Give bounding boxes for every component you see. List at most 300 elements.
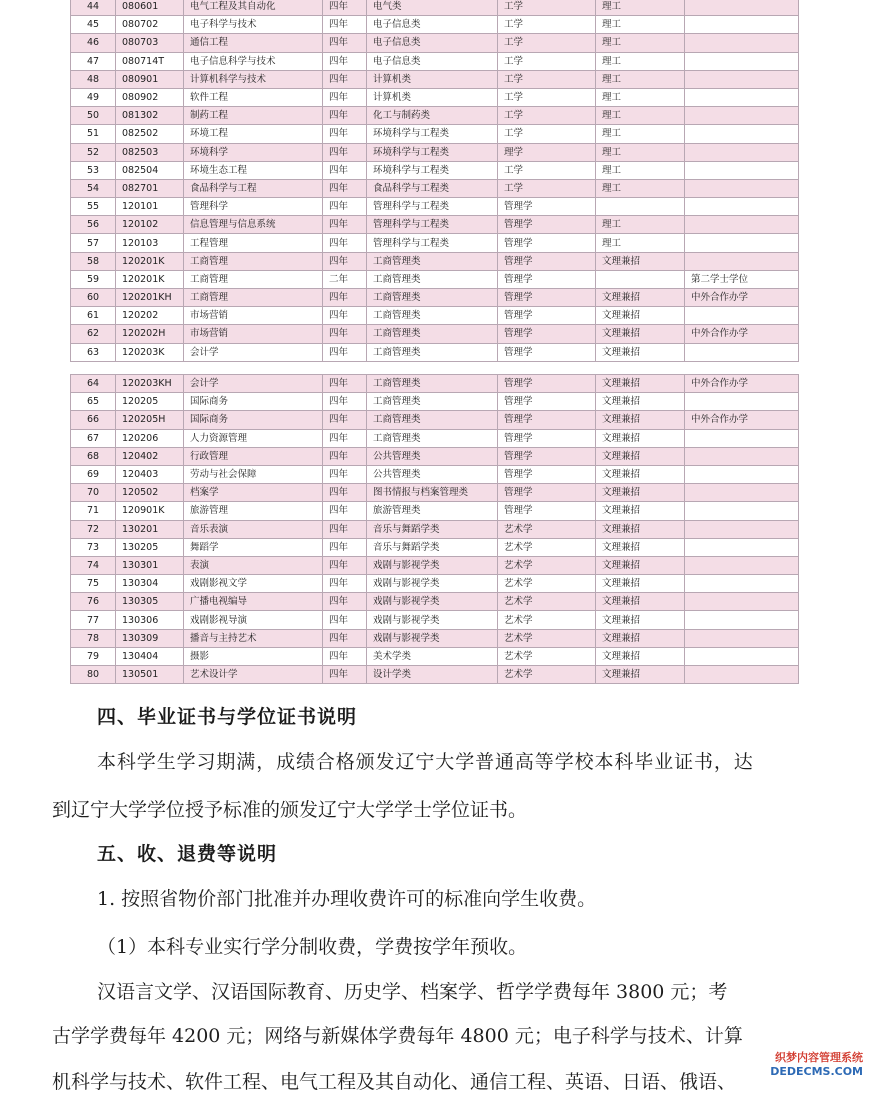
cell-admission-type: 理工 <box>596 34 685 52</box>
cell-major-code: 130205 <box>116 538 184 556</box>
majors-table-part-1 <box>70 0 799 362</box>
cell-major-name: 舞蹈学 <box>184 538 323 556</box>
cell-degree-type: 管理学 <box>498 429 596 447</box>
cell-major-code: 120102 <box>116 216 184 234</box>
cell-duration: 四年 <box>323 629 367 647</box>
cell-row-number: 78 <box>71 629 116 647</box>
cell-duration: 四年 <box>323 0 367 16</box>
cell-remark <box>685 343 799 361</box>
cell-admission-type: 文理兼招 <box>596 307 685 325</box>
cell-major-name: 国际商务 <box>184 393 323 411</box>
cell-remark: 中外合作办学 <box>685 325 799 343</box>
cell-major-category: 电子信息类 <box>367 52 498 70</box>
cell-row-number: 47 <box>71 52 116 70</box>
cell-admission-type: 文理兼招 <box>596 666 685 684</box>
cell-admission-type: 理工 <box>596 161 685 179</box>
cell-row-number: 62 <box>71 325 116 343</box>
cell-major-code: 082503 <box>116 143 184 161</box>
table-row <box>71 88 799 106</box>
cell-remark <box>685 70 799 88</box>
table-row <box>71 143 799 161</box>
section-5-item-1: 1. 按照省物价部门批准并办理收费许可的标准向学生收费。 <box>97 888 597 910</box>
cell-major-name: 会计学 <box>184 375 323 393</box>
cell-remark <box>685 161 799 179</box>
cell-duration: 四年 <box>323 502 367 520</box>
cell-duration: 四年 <box>323 234 367 252</box>
cell-degree-type: 艺术学 <box>498 629 596 647</box>
section-4-paragraph-line-2: 到辽宁大学学位授予标准的颁发辽宁大学学士学位证书。 <box>52 799 528 821</box>
cell-degree-type: 工学 <box>498 161 596 179</box>
cell-major-name: 市场营销 <box>184 325 323 343</box>
cell-duration: 四年 <box>323 556 367 574</box>
cell-major-code: 130201 <box>116 520 184 538</box>
cell-remark <box>685 465 799 483</box>
cell-major-name: 电子科学与技术 <box>184 16 323 34</box>
cell-major-name: 戏剧影视文学 <box>184 575 323 593</box>
table-row <box>71 34 799 52</box>
section-4-paragraph-line-1: 本科学生学习期满，成绩合格颁发辽宁大学普通高等学校本科毕业证书，达 <box>97 751 754 773</box>
cell-major-name: 艺术设计学 <box>184 666 323 684</box>
cell-admission-type <box>596 198 685 216</box>
table-row <box>71 538 799 556</box>
cell-row-number: 58 <box>71 252 116 270</box>
cell-admission-type: 文理兼招 <box>596 611 685 629</box>
cell-degree-type: 管理学 <box>498 216 596 234</box>
table-row <box>71 0 799 16</box>
cell-row-number: 77 <box>71 611 116 629</box>
cell-major-category: 工商管理类 <box>367 343 498 361</box>
cell-major-name: 环境科学 <box>184 143 323 161</box>
cell-degree-type: 理学 <box>498 143 596 161</box>
cell-admission-type: 理工 <box>596 125 685 143</box>
cell-admission-type: 文理兼招 <box>596 252 685 270</box>
cell-row-number: 71 <box>71 502 116 520</box>
cell-major-name: 国际商务 <box>184 411 323 429</box>
cell-major-name: 播音与主持艺术 <box>184 629 323 647</box>
table-row <box>71 556 799 574</box>
table-row <box>71 411 799 429</box>
cell-major-category: 管理科学与工程类 <box>367 198 498 216</box>
cell-duration: 四年 <box>323 143 367 161</box>
cell-major-code: 120202H <box>116 325 184 343</box>
cell-duration: 四年 <box>323 393 367 411</box>
cell-duration: 四年 <box>323 88 367 106</box>
cell-duration: 四年 <box>323 161 367 179</box>
table-row <box>71 393 799 411</box>
cell-row-number: 68 <box>71 447 116 465</box>
cell-remark <box>685 125 799 143</box>
cell-duration: 四年 <box>323 666 367 684</box>
cell-remark <box>685 143 799 161</box>
cell-degree-type: 工学 <box>498 34 596 52</box>
table-row <box>71 216 799 234</box>
table-row <box>71 520 799 538</box>
table-row <box>71 465 799 483</box>
cell-admission-type: 文理兼招 <box>596 289 685 307</box>
table-row <box>71 343 799 361</box>
table-row <box>71 611 799 629</box>
cell-row-number: 70 <box>71 484 116 502</box>
cell-major-name: 音乐表演 <box>184 520 323 538</box>
cell-major-name: 计算机科学与技术 <box>184 70 323 88</box>
cell-row-number: 80 <box>71 666 116 684</box>
cell-admission-type: 文理兼招 <box>596 343 685 361</box>
cell-duration: 四年 <box>323 289 367 307</box>
cell-major-category: 音乐与舞蹈学类 <box>367 538 498 556</box>
cell-duration: 四年 <box>323 484 367 502</box>
cell-major-code: 120502 <box>116 484 184 502</box>
cell-remark <box>685 538 799 556</box>
cell-degree-type: 管理学 <box>498 343 596 361</box>
cell-major-code: 120205 <box>116 393 184 411</box>
cell-major-name: 食品科学与工程 <box>184 179 323 197</box>
cell-remark <box>685 647 799 665</box>
cell-remark <box>685 447 799 465</box>
cell-major-category: 管理科学与工程类 <box>367 234 498 252</box>
cell-duration: 四年 <box>323 179 367 197</box>
cell-major-category: 环境科学与工程类 <box>367 161 498 179</box>
cell-major-name: 管理科学 <box>184 198 323 216</box>
cell-duration: 四年 <box>323 447 367 465</box>
cell-major-category: 食品科学与工程类 <box>367 179 498 197</box>
cell-major-category: 工商管理类 <box>367 429 498 447</box>
cell-admission-type: 文理兼招 <box>596 375 685 393</box>
cell-admission-type: 文理兼招 <box>596 484 685 502</box>
cell-remark <box>685 234 799 252</box>
cell-row-number: 60 <box>71 289 116 307</box>
cell-degree-type: 管理学 <box>498 393 596 411</box>
cell-major-code: 120206 <box>116 429 184 447</box>
cell-degree-type: 工学 <box>498 70 596 88</box>
cell-admission-type: 文理兼招 <box>596 465 685 483</box>
table-row <box>71 307 799 325</box>
table-row <box>71 575 799 593</box>
cell-major-name: 劳动与社会保障 <box>184 465 323 483</box>
table-row <box>71 252 799 270</box>
cell-degree-type: 艺术学 <box>498 575 596 593</box>
cell-remark <box>685 484 799 502</box>
cell-major-code: 082504 <box>116 161 184 179</box>
cell-admission-type: 文理兼招 <box>596 556 685 574</box>
cell-duration: 二年 <box>323 270 367 288</box>
cell-major-code: 081302 <box>116 107 184 125</box>
cell-degree-type: 艺术学 <box>498 556 596 574</box>
section-4-heading: 四、毕业证书与学位证书说明 <box>97 706 358 728</box>
cell-row-number: 59 <box>71 270 116 288</box>
cell-major-code: 082502 <box>116 125 184 143</box>
cell-duration: 四年 <box>323 575 367 593</box>
cell-remark <box>685 429 799 447</box>
cell-duration: 四年 <box>323 52 367 70</box>
cell-major-code: 080702 <box>116 16 184 34</box>
cell-major-name: 环境工程 <box>184 125 323 143</box>
cell-major-category: 戏剧与影视学类 <box>367 556 498 574</box>
cell-major-name: 会计学 <box>184 343 323 361</box>
cell-remark: 中外合作办学 <box>685 411 799 429</box>
cell-admission-type: 文理兼招 <box>596 575 685 593</box>
cell-row-number: 67 <box>71 429 116 447</box>
cell-duration: 四年 <box>323 16 367 34</box>
cell-duration: 四年 <box>323 107 367 125</box>
cell-row-number: 55 <box>71 198 116 216</box>
cell-major-code: 120103 <box>116 234 184 252</box>
cell-major-name: 环境生态工程 <box>184 161 323 179</box>
cell-admission-type: 理工 <box>596 52 685 70</box>
cell-major-category: 戏剧与影视学类 <box>367 575 498 593</box>
cell-major-name: 旅游管理 <box>184 502 323 520</box>
cell-degree-type: 艺术学 <box>498 611 596 629</box>
cell-major-name: 制药工程 <box>184 107 323 125</box>
cell-row-number: 79 <box>71 647 116 665</box>
section-5-heading: 五、收、退费等说明 <box>97 843 278 865</box>
table-row <box>71 198 799 216</box>
cell-remark <box>685 502 799 520</box>
cell-duration: 四年 <box>323 429 367 447</box>
cell-row-number: 72 <box>71 520 116 538</box>
cell-admission-type: 文理兼招 <box>596 629 685 647</box>
cell-row-number: 44 <box>71 0 116 16</box>
cell-admission-type: 理工 <box>596 88 685 106</box>
cell-degree-type: 管理学 <box>498 502 596 520</box>
cell-major-name: 工商管理 <box>184 270 323 288</box>
cell-remark <box>685 611 799 629</box>
cell-row-number: 46 <box>71 34 116 52</box>
cell-remark <box>685 393 799 411</box>
cell-row-number: 76 <box>71 593 116 611</box>
cell-major-category: 工商管理类 <box>367 393 498 411</box>
cell-admission-type: 理工 <box>596 143 685 161</box>
cell-major-code: 120201K <box>116 270 184 288</box>
cell-duration: 四年 <box>323 343 367 361</box>
cell-duration: 四年 <box>323 125 367 143</box>
cell-admission-type: 理工 <box>596 107 685 125</box>
cell-major-category: 工商管理类 <box>367 270 498 288</box>
cell-duration: 四年 <box>323 465 367 483</box>
cell-major-code: 120203KH <box>116 375 184 393</box>
cell-degree-type: 艺术学 <box>498 666 596 684</box>
table-row <box>71 70 799 88</box>
cell-degree-type: 艺术学 <box>498 538 596 556</box>
cell-remark <box>685 307 799 325</box>
cell-degree-type: 艺术学 <box>498 520 596 538</box>
cell-major-category: 图书情报与档案管理类 <box>367 484 498 502</box>
cell-remark: 中外合作办学 <box>685 289 799 307</box>
cell-degree-type: 工学 <box>498 107 596 125</box>
cell-remark <box>685 198 799 216</box>
cell-row-number: 57 <box>71 234 116 252</box>
table-row <box>71 593 799 611</box>
table-row <box>71 161 799 179</box>
cell-degree-type: 管理学 <box>498 465 596 483</box>
cell-major-category: 计算机类 <box>367 88 498 106</box>
cell-degree-type: 管理学 <box>498 198 596 216</box>
cell-major-code: 130306 <box>116 611 184 629</box>
cell-degree-type: 工学 <box>498 125 596 143</box>
cell-row-number: 61 <box>71 307 116 325</box>
cell-admission-type: 理工 <box>596 216 685 234</box>
cell-degree-type: 艺术学 <box>498 647 596 665</box>
watermark-text-line-1: 织梦内容管理系统 <box>775 1051 863 1064</box>
table-row <box>71 647 799 665</box>
cell-major-name: 通信工程 <box>184 34 323 52</box>
table-row <box>71 502 799 520</box>
cell-major-name: 软件工程 <box>184 88 323 106</box>
section-5-item-1-1: （1）本科专业实行学分制收费，学费按学年预收。 <box>97 936 528 958</box>
cell-duration: 四年 <box>323 375 367 393</box>
cell-major-code: 120201K <box>116 252 184 270</box>
cell-major-category: 化工与制药类 <box>367 107 498 125</box>
cell-major-code: 080703 <box>116 34 184 52</box>
cell-major-code: 120901K <box>116 502 184 520</box>
cell-degree-type: 管理学 <box>498 289 596 307</box>
cell-major-category: 工商管理类 <box>367 307 498 325</box>
cell-admission-type: 文理兼招 <box>596 393 685 411</box>
cell-major-category: 美术学类 <box>367 647 498 665</box>
cell-duration: 四年 <box>323 307 367 325</box>
cell-row-number: 52 <box>71 143 116 161</box>
cell-major-category: 计算机类 <box>367 70 498 88</box>
cell-remark <box>685 16 799 34</box>
cell-major-name: 人力资源管理 <box>184 429 323 447</box>
section-5-fee-line-2: 古学学费每年 4200 元；网络与新媒体学费每年 4800 元；电子科学与技术、计算 <box>52 1025 743 1047</box>
cell-remark <box>685 216 799 234</box>
section-5-fee-line-1: 汉语言文学、汉语国际教育、历史学、档案学、哲学学费每年 3800 元；考 <box>97 981 728 1003</box>
cell-major-category: 公共管理类 <box>367 447 498 465</box>
cell-admission-type: 理工 <box>596 234 685 252</box>
cell-duration: 四年 <box>323 520 367 538</box>
cell-major-code: 130305 <box>116 593 184 611</box>
cell-major-category: 环境科学与工程类 <box>367 125 498 143</box>
cell-major-code: 080901 <box>116 70 184 88</box>
cell-row-number: 56 <box>71 216 116 234</box>
cell-admission-type: 文理兼招 <box>596 538 685 556</box>
table-row <box>71 179 799 197</box>
cell-degree-type: 管理学 <box>498 325 596 343</box>
cell-admission-type: 文理兼招 <box>596 325 685 343</box>
cell-row-number: 45 <box>71 16 116 34</box>
cell-major-category: 管理科学与工程类 <box>367 216 498 234</box>
cell-major-code: 130404 <box>116 647 184 665</box>
cell-row-number: 54 <box>71 179 116 197</box>
cell-major-code: 080601 <box>116 0 184 16</box>
cell-major-name: 表演 <box>184 556 323 574</box>
cell-major-name: 摄影 <box>184 647 323 665</box>
cell-degree-type: 管理学 <box>498 234 596 252</box>
cell-major-code: 130309 <box>116 629 184 647</box>
cell-admission-type: 理工 <box>596 70 685 88</box>
cell-duration: 四年 <box>323 252 367 270</box>
cell-remark <box>685 556 799 574</box>
cell-admission-type: 文理兼招 <box>596 520 685 538</box>
cell-duration: 四年 <box>323 647 367 665</box>
watermark-logo <box>759 1049 863 1089</box>
cell-degree-type: 工学 <box>498 16 596 34</box>
cell-major-name: 戏剧影视导演 <box>184 611 323 629</box>
cell-major-category: 工商管理类 <box>367 411 498 429</box>
cell-admission-type: 理工 <box>596 179 685 197</box>
cell-major-category: 工商管理类 <box>367 325 498 343</box>
cell-degree-type: 管理学 <box>498 447 596 465</box>
cell-row-number: 48 <box>71 70 116 88</box>
cell-row-number: 53 <box>71 161 116 179</box>
majors-table-part-2 <box>70 374 799 684</box>
table-row <box>71 289 799 307</box>
cell-degree-type: 管理学 <box>498 307 596 325</box>
table-row <box>71 125 799 143</box>
cell-degree-type: 管理学 <box>498 411 596 429</box>
table-row <box>71 325 799 343</box>
cell-major-code: 120403 <box>116 465 184 483</box>
table-row <box>71 447 799 465</box>
cell-major-name: 电气工程及其自动化 <box>184 0 323 16</box>
cell-major-name: 工程管理 <box>184 234 323 252</box>
cell-major-category: 旅游管理类 <box>367 502 498 520</box>
cell-major-code: 120205H <box>116 411 184 429</box>
cell-duration: 四年 <box>323 34 367 52</box>
cell-degree-type: 管理学 <box>498 375 596 393</box>
cell-major-name: 市场营销 <box>184 307 323 325</box>
section-5-fee-line-3: 机科学与技术、软件工程、电气工程及其自动化、通信工程、英语、日语、俄语、 <box>52 1071 737 1093</box>
cell-remark <box>685 575 799 593</box>
cell-duration: 四年 <box>323 70 367 88</box>
table-row <box>71 666 799 684</box>
cell-major-name: 信息管理与信息系统 <box>184 216 323 234</box>
table-row <box>71 16 799 34</box>
cell-major-category: 公共管理类 <box>367 465 498 483</box>
cell-degree-type: 管理学 <box>498 252 596 270</box>
cell-major-code: 130301 <box>116 556 184 574</box>
cell-major-name: 行政管理 <box>184 447 323 465</box>
cell-row-number: 63 <box>71 343 116 361</box>
cell-major-name: 广播电视编导 <box>184 593 323 611</box>
cell-remark <box>685 52 799 70</box>
cell-row-number: 74 <box>71 556 116 574</box>
cell-row-number: 51 <box>71 125 116 143</box>
cell-row-number: 69 <box>71 465 116 483</box>
table-row <box>71 52 799 70</box>
table-row <box>71 484 799 502</box>
cell-major-code: 120402 <box>116 447 184 465</box>
cell-admission-type: 文理兼招 <box>596 647 685 665</box>
cell-row-number: 73 <box>71 538 116 556</box>
cell-duration: 四年 <box>323 593 367 611</box>
cell-remark <box>685 252 799 270</box>
cell-major-name: 工商管理 <box>184 252 323 270</box>
cell-degree-type: 工学 <box>498 88 596 106</box>
cell-duration: 四年 <box>323 216 367 234</box>
table-row <box>71 429 799 447</box>
cell-degree-type: 工学 <box>498 0 596 16</box>
cell-admission-type: 文理兼招 <box>596 411 685 429</box>
cell-degree-type: 艺术学 <box>498 593 596 611</box>
cell-duration: 四年 <box>323 198 367 216</box>
cell-remark <box>685 107 799 125</box>
cell-remark <box>685 34 799 52</box>
cell-remark <box>685 593 799 611</box>
cell-major-name: 档案学 <box>184 484 323 502</box>
cell-row-number: 64 <box>71 375 116 393</box>
cell-major-name: 电子信息科学与技术 <box>184 52 323 70</box>
cell-degree-type: 管理学 <box>498 270 596 288</box>
cell-major-code: 082701 <box>116 179 184 197</box>
cell-row-number: 50 <box>71 107 116 125</box>
cell-major-category: 电子信息类 <box>367 16 498 34</box>
cell-duration: 四年 <box>323 411 367 429</box>
cell-admission-type: 理工 <box>596 0 685 16</box>
cell-duration: 四年 <box>323 538 367 556</box>
cell-major-code: 120201KH <box>116 289 184 307</box>
cell-major-category: 工商管理类 <box>367 252 498 270</box>
